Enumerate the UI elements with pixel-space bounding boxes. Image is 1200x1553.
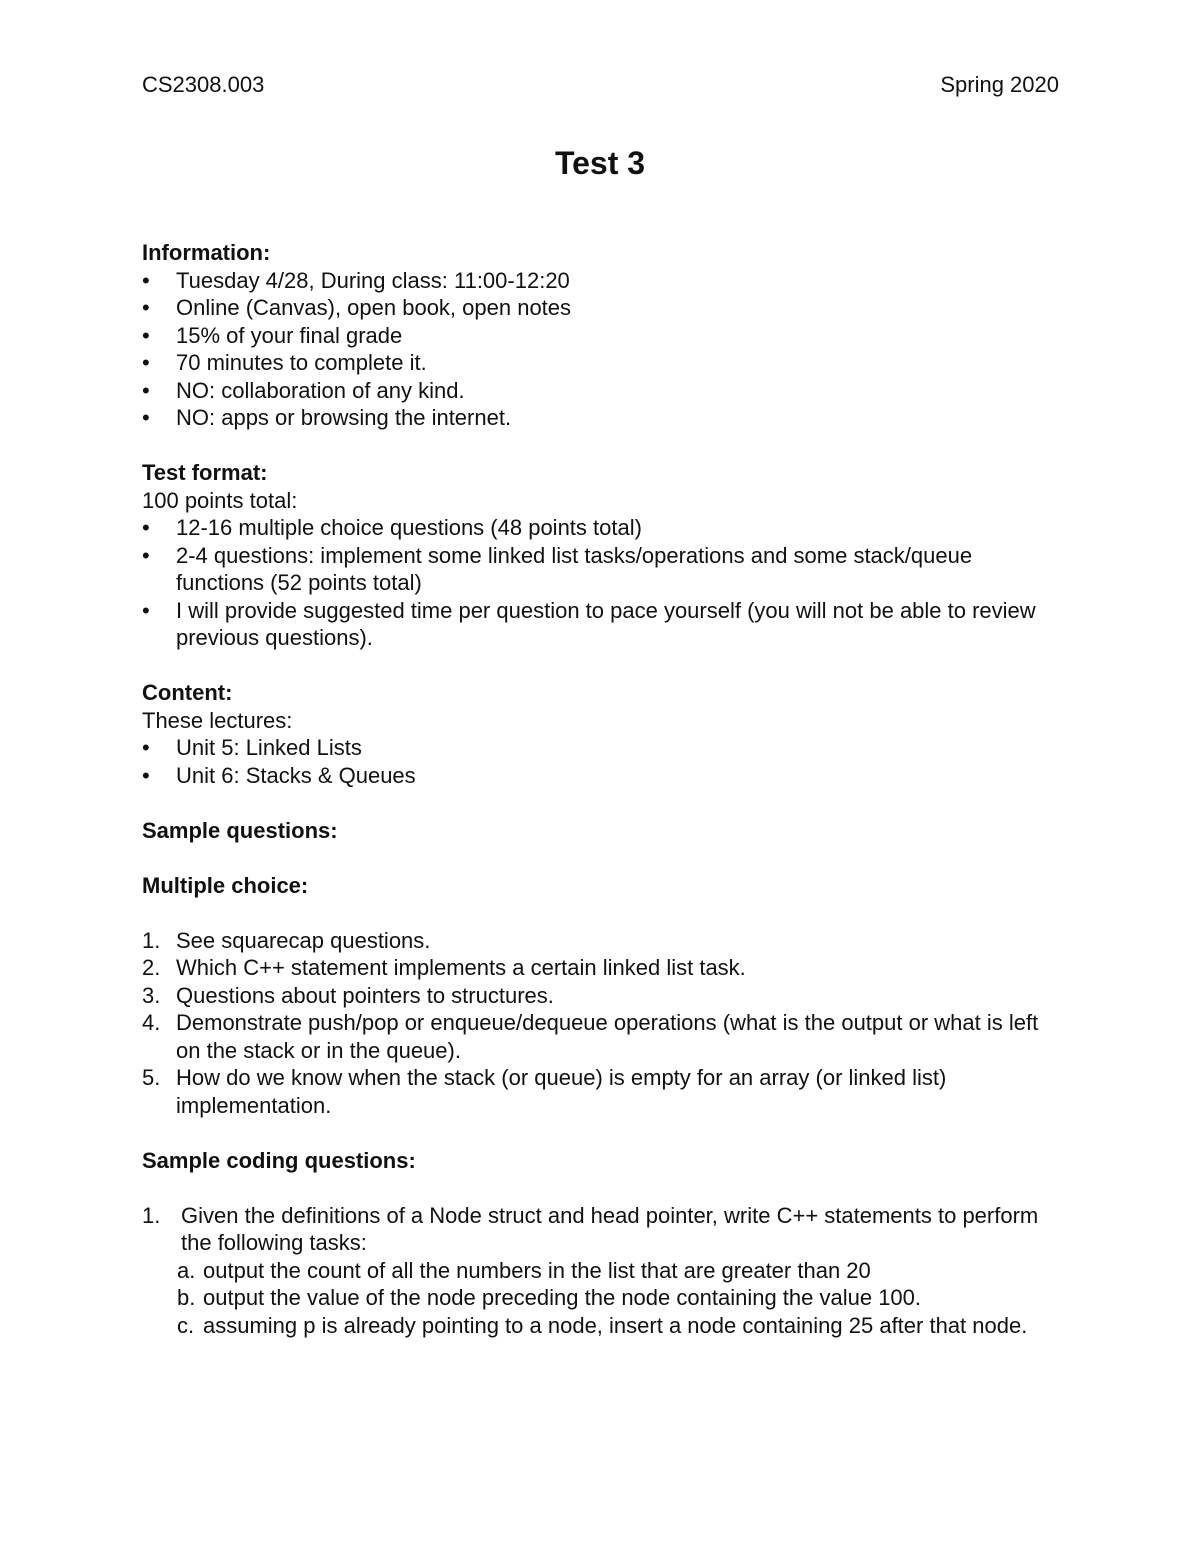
bullet-marker: • (142, 515, 150, 540)
list-item (142, 597, 1042, 652)
list-item (142, 1202, 1042, 1257)
list-item-text: Tuesday 4/28, During class: 11:00-12:20 (176, 267, 570, 293)
list-item (142, 927, 1042, 955)
bullet-marker: • (142, 762, 150, 788)
item-number: 3. (142, 982, 161, 1008)
bullet-marker: • (142, 405, 150, 430)
list-item-text: Questions about pointers to structures. (176, 982, 554, 1008)
list-item-text: Unit 5: Linked Lists (176, 735, 362, 760)
test-format-intro: 100 points total: (142, 487, 298, 513)
list-item-text: NO: apps or browsing the internet. (176, 405, 512, 430)
list-item (142, 982, 1042, 1010)
test-format-heading: Test format: (142, 460, 268, 485)
content-list (142, 734, 1042, 789)
item-letter: a. (177, 1257, 196, 1283)
list-item (142, 294, 1042, 322)
list-item (142, 349, 1042, 377)
item-letter: b. (177, 1285, 196, 1310)
term: Spring 2020 (940, 72, 1059, 97)
list-item (142, 542, 1042, 597)
information-heading: Information: (142, 240, 271, 265)
coding-questions-heading: Sample coding questions: (142, 1147, 416, 1173)
list-item-text: Which C++ statement implements a certain linked list task. (176, 955, 746, 980)
list-item (142, 322, 1042, 350)
bullet-marker: • (142, 597, 150, 623)
bullet-marker: • (142, 295, 150, 320)
item-letter: c. (177, 1312, 195, 1338)
sub-list-item (142, 1257, 1042, 1285)
list-item-text: assuming p is already pointing to a node, insert a node containing 25 after that node. (203, 1312, 1028, 1338)
list-item (142, 404, 1042, 432)
list-item (142, 1064, 1042, 1119)
item-number: 1. (142, 1202, 161, 1228)
content-heading: Content: (142, 680, 233, 705)
list-item-text: 15% of your final grade (176, 322, 403, 348)
sample-questions-heading: Sample questions: (142, 817, 338, 843)
list-item (142, 377, 1042, 405)
page-title: Test 3 (554, 145, 646, 181)
item-number: 1. (142, 927, 161, 953)
sub-list-item (142, 1312, 1042, 1340)
list-item-text: I will provide suggested time per question to pace yourself (you will not be able to review previous questions). (176, 597, 1036, 650)
list-item-text: Given the definitions of a Node struct and head pointer, write C++ statements to perform the following tasks: (181, 1202, 1039, 1255)
bullet-marker: • (142, 735, 150, 760)
bullet-marker: • (142, 377, 150, 403)
list-item (142, 954, 1042, 982)
multiple-choice-list (142, 927, 1042, 1120)
coding-questions-list (142, 1202, 1042, 1340)
list-item (142, 762, 1042, 790)
bullet-marker: • (142, 350, 150, 375)
item-number: 5. (142, 1065, 161, 1090)
information-list (142, 267, 1042, 432)
bullet-marker: • (142, 322, 150, 348)
list-item-text: NO: collaboration of any kind. (176, 377, 465, 403)
list-item-text: Unit 6: Stacks & Queues (176, 762, 416, 788)
list-item-text: Demonstrate push/pop or enqueue/dequeue operations (what is the output or what is left on the stack or in the queue). (176, 1010, 1039, 1063)
test-format-list (142, 514, 1042, 652)
content-intro: These lectures: (142, 707, 293, 733)
document-body (142, 239, 1042, 1339)
multiple-choice-heading: Multiple choice: (142, 872, 309, 898)
list-item (142, 514, 1042, 542)
list-item (142, 1009, 1042, 1064)
sub-list-item (142, 1284, 1042, 1312)
bullet-marker: • (142, 267, 150, 293)
item-number: 4. (142, 1010, 161, 1035)
bullet-marker: • (142, 542, 150, 568)
list-item-text: See squarecap questions. (176, 927, 431, 953)
list-item-text: 12-16 multiple choice questions (48 points total) (176, 515, 642, 540)
list-item-text: 70 minutes to complete it. (176, 350, 427, 375)
list-item-text: output the value of the node preceding the node containing the value 100. (203, 1285, 922, 1310)
item-number: 2. (142, 955, 161, 980)
list-item-text: Online (Canvas), open book, open notes (176, 295, 572, 320)
list-item-text: output the count of all the numbers in the list that are greater than 20 (203, 1257, 871, 1283)
list-item-text: How do we know when the stack (or queue) is empty for an array (or linked list) implementation. (176, 1065, 947, 1118)
list-item (142, 734, 1042, 762)
course-code: CS2308.003 (142, 72, 265, 97)
list-item-text: 2-4 questions: implement some linked list tasks/operations and some stack/queue functions (52 points total) (176, 542, 973, 595)
list-item (142, 267, 1042, 295)
